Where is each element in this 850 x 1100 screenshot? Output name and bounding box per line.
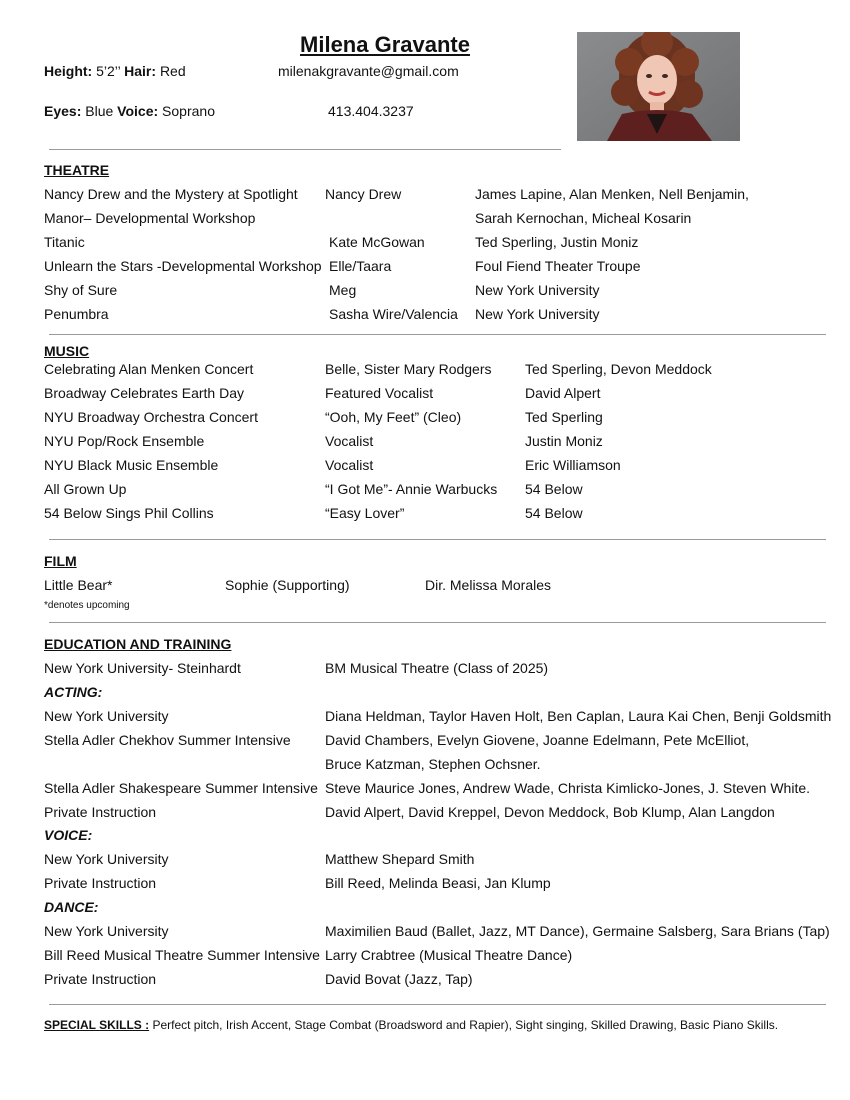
dance-school: New York University	[44, 923, 169, 939]
acting-school: Private Instruction	[44, 804, 157, 820]
dance-school: Private Instruction	[44, 971, 157, 987]
theatre-credit: New York University	[475, 282, 600, 298]
music-role: Vocalist	[325, 433, 374, 449]
music-role: “Ooh, My Feet” (Cleo)	[325, 409, 462, 425]
theatre-title: Nancy Drew and the Mystery at Spotlight	[44, 186, 298, 202]
music-heading: MUSIC	[44, 343, 90, 359]
phone: 413.404.3237	[328, 103, 414, 119]
music-divider	[49, 539, 826, 540]
music-title: NYU Broadway Orchestra Concert	[44, 409, 258, 425]
theatre-role: Sasha Wire/Valencia	[329, 306, 458, 322]
music-credit: Justin Moniz	[525, 433, 603, 449]
theatre-heading: THEATRE	[44, 162, 110, 178]
acting-teachers: Bruce Katzman, Stephen Ochsner.	[325, 756, 541, 772]
music-role: Featured Vocalist	[325, 385, 434, 401]
music-role: “I Got Me”- Annie Warbucks	[325, 481, 498, 497]
voice-label: Voice:	[117, 103, 159, 119]
acting-teachers: David Alpert, David Kreppel, Devon Meddock, Bob Klump, Alan Langdon	[325, 804, 775, 820]
music-role: Belle, Sister Mary Rodgers	[325, 361, 492, 377]
theatre-divider	[49, 334, 826, 335]
music-credit: 54 Below	[525, 505, 583, 521]
acting-school: Stella Adler Chekhov Summer Intensive	[44, 732, 291, 748]
film-heading: FILM	[44, 553, 77, 569]
dance-school: Bill Reed Musical Theatre Summer Intensive	[44, 947, 320, 963]
music-title: 54 Below Sings Phil Collins	[44, 505, 214, 521]
acting-label: ACTING:	[44, 684, 103, 700]
theatre-title: Penumbra	[44, 306, 109, 322]
music-title: NYU Black Music Ensemble	[44, 457, 219, 473]
height-hair-line	[44, 62, 186, 80]
dance-teachers: Larry Crabtree (Musical Theatre Dance)	[325, 947, 573, 963]
voice-school: Private Instruction	[44, 875, 157, 891]
special-skills-text: Perfect pitch, Irish Accent, Stage Combat (Broadsword and Rapier), Sight singing, Skilled Drawing, Basic Piano Skills.	[149, 1018, 779, 1032]
education-divider	[49, 1004, 826, 1005]
voice-value: Soprano	[162, 103, 215, 119]
voice-teachers: Matthew Shepard Smith	[325, 851, 475, 867]
music-credit: Eric Williamson	[525, 457, 621, 473]
resume-name: Milena Gravante	[300, 32, 470, 57]
special-skills-label: SPECIAL SKILLS :	[44, 1018, 150, 1032]
theatre-credit: New York University	[475, 306, 600, 322]
music-title: All Grown Up	[44, 481, 127, 497]
music-role: “Easy Lover”	[325, 505, 405, 521]
film-divider	[49, 622, 826, 623]
theatre-credit: Foul Fiend Theater Troupe	[475, 258, 641, 274]
voice-school: New York University	[44, 851, 169, 867]
theatre-title: Shy of Sure	[44, 282, 118, 298]
acting-school: Stella Adler Shakespeare Summer Intensive	[44, 780, 318, 796]
eyes-label: Eyes:	[44, 103, 82, 119]
dance-teachers: Maximilien Baud (Ballet, Jazz, MT Dance), Germaine Salsberg, Sara Brians (Tap)	[325, 923, 830, 939]
theatre-credit: Ted Sperling, Justin Moniz	[475, 234, 639, 250]
film-footnote: *denotes upcoming	[44, 600, 130, 611]
theatre-title: Manor– Developmental Workshop	[44, 210, 256, 226]
voice-teachers: Bill Reed, Melinda Beasi, Jan Klump	[325, 875, 551, 891]
theatre-title: Unlearn the Stars -Developmental Workshop	[44, 258, 322, 274]
dance-label: DANCE:	[44, 899, 99, 915]
music-credit: David Alpert	[525, 385, 601, 401]
email[interactable]: milenakgravante@gmail.com	[278, 63, 459, 79]
acting-teachers: Steve Maurice Jones, Andrew Wade, Christa Kimlicko-Jones, J. Steven White.	[325, 780, 811, 796]
music-credit: 54 Below	[525, 481, 583, 497]
theatre-credit: Sarah Kernochan, Micheal Kosarin	[475, 210, 692, 226]
header-divider	[49, 149, 561, 150]
theatre-role: Meg	[329, 282, 357, 298]
music-role: Vocalist	[325, 457, 374, 473]
hair-label: Hair:	[124, 63, 157, 79]
acting-school: New York University	[44, 708, 169, 724]
education-degree: BM Musical Theatre (Class of 2025)	[325, 660, 549, 676]
dance-teachers: David Bovat (Jazz, Tap)	[325, 971, 473, 987]
theatre-role: Nancy Drew	[325, 186, 402, 202]
eyes-value: Blue	[85, 103, 114, 119]
education-heading: EDUCATION AND TRAINING	[44, 636, 232, 652]
music-credit: Ted Sperling, Devon Meddock	[525, 361, 712, 377]
music-credit: Ted Sperling	[525, 409, 603, 425]
music-title: Celebrating Alan Menken Concert	[44, 361, 254, 377]
special-skills	[44, 1016, 778, 1034]
height-label: Height:	[44, 63, 93, 79]
theatre-role: Elle/Taara	[329, 258, 392, 274]
music-title: Broadway Celebrates Earth Day	[44, 385, 244, 401]
height-value: 5’2’’	[96, 63, 121, 79]
theatre-role: Kate McGowan	[329, 234, 425, 250]
headshot-photo	[577, 32, 740, 141]
eyes-voice-line	[44, 102, 215, 120]
theatre-credit: James Lapine, Alan Menken, Nell Benjamin,	[475, 186, 749, 202]
education-school: New York University- Steinhardt	[44, 660, 241, 676]
film-role: Sophie (Supporting)	[225, 577, 350, 593]
voice-training-label: VOICE:	[44, 827, 93, 843]
theatre-title: Titanic	[44, 234, 85, 250]
film-title: Little Bear*	[44, 577, 113, 593]
music-title: NYU Pop/Rock Ensemble	[44, 433, 205, 449]
acting-teachers: David Chambers, Evelyn Giovene, Joanne Edelmann, Pete McElliot,	[325, 732, 750, 748]
film-credit: Dir. Melissa Morales	[425, 577, 552, 593]
hair-value: Red	[159, 63, 186, 79]
acting-teachers: Diana Heldman, Taylor Haven Holt, Ben Caplan, Laura Kai Chen, Benji Goldsmith	[325, 708, 832, 724]
